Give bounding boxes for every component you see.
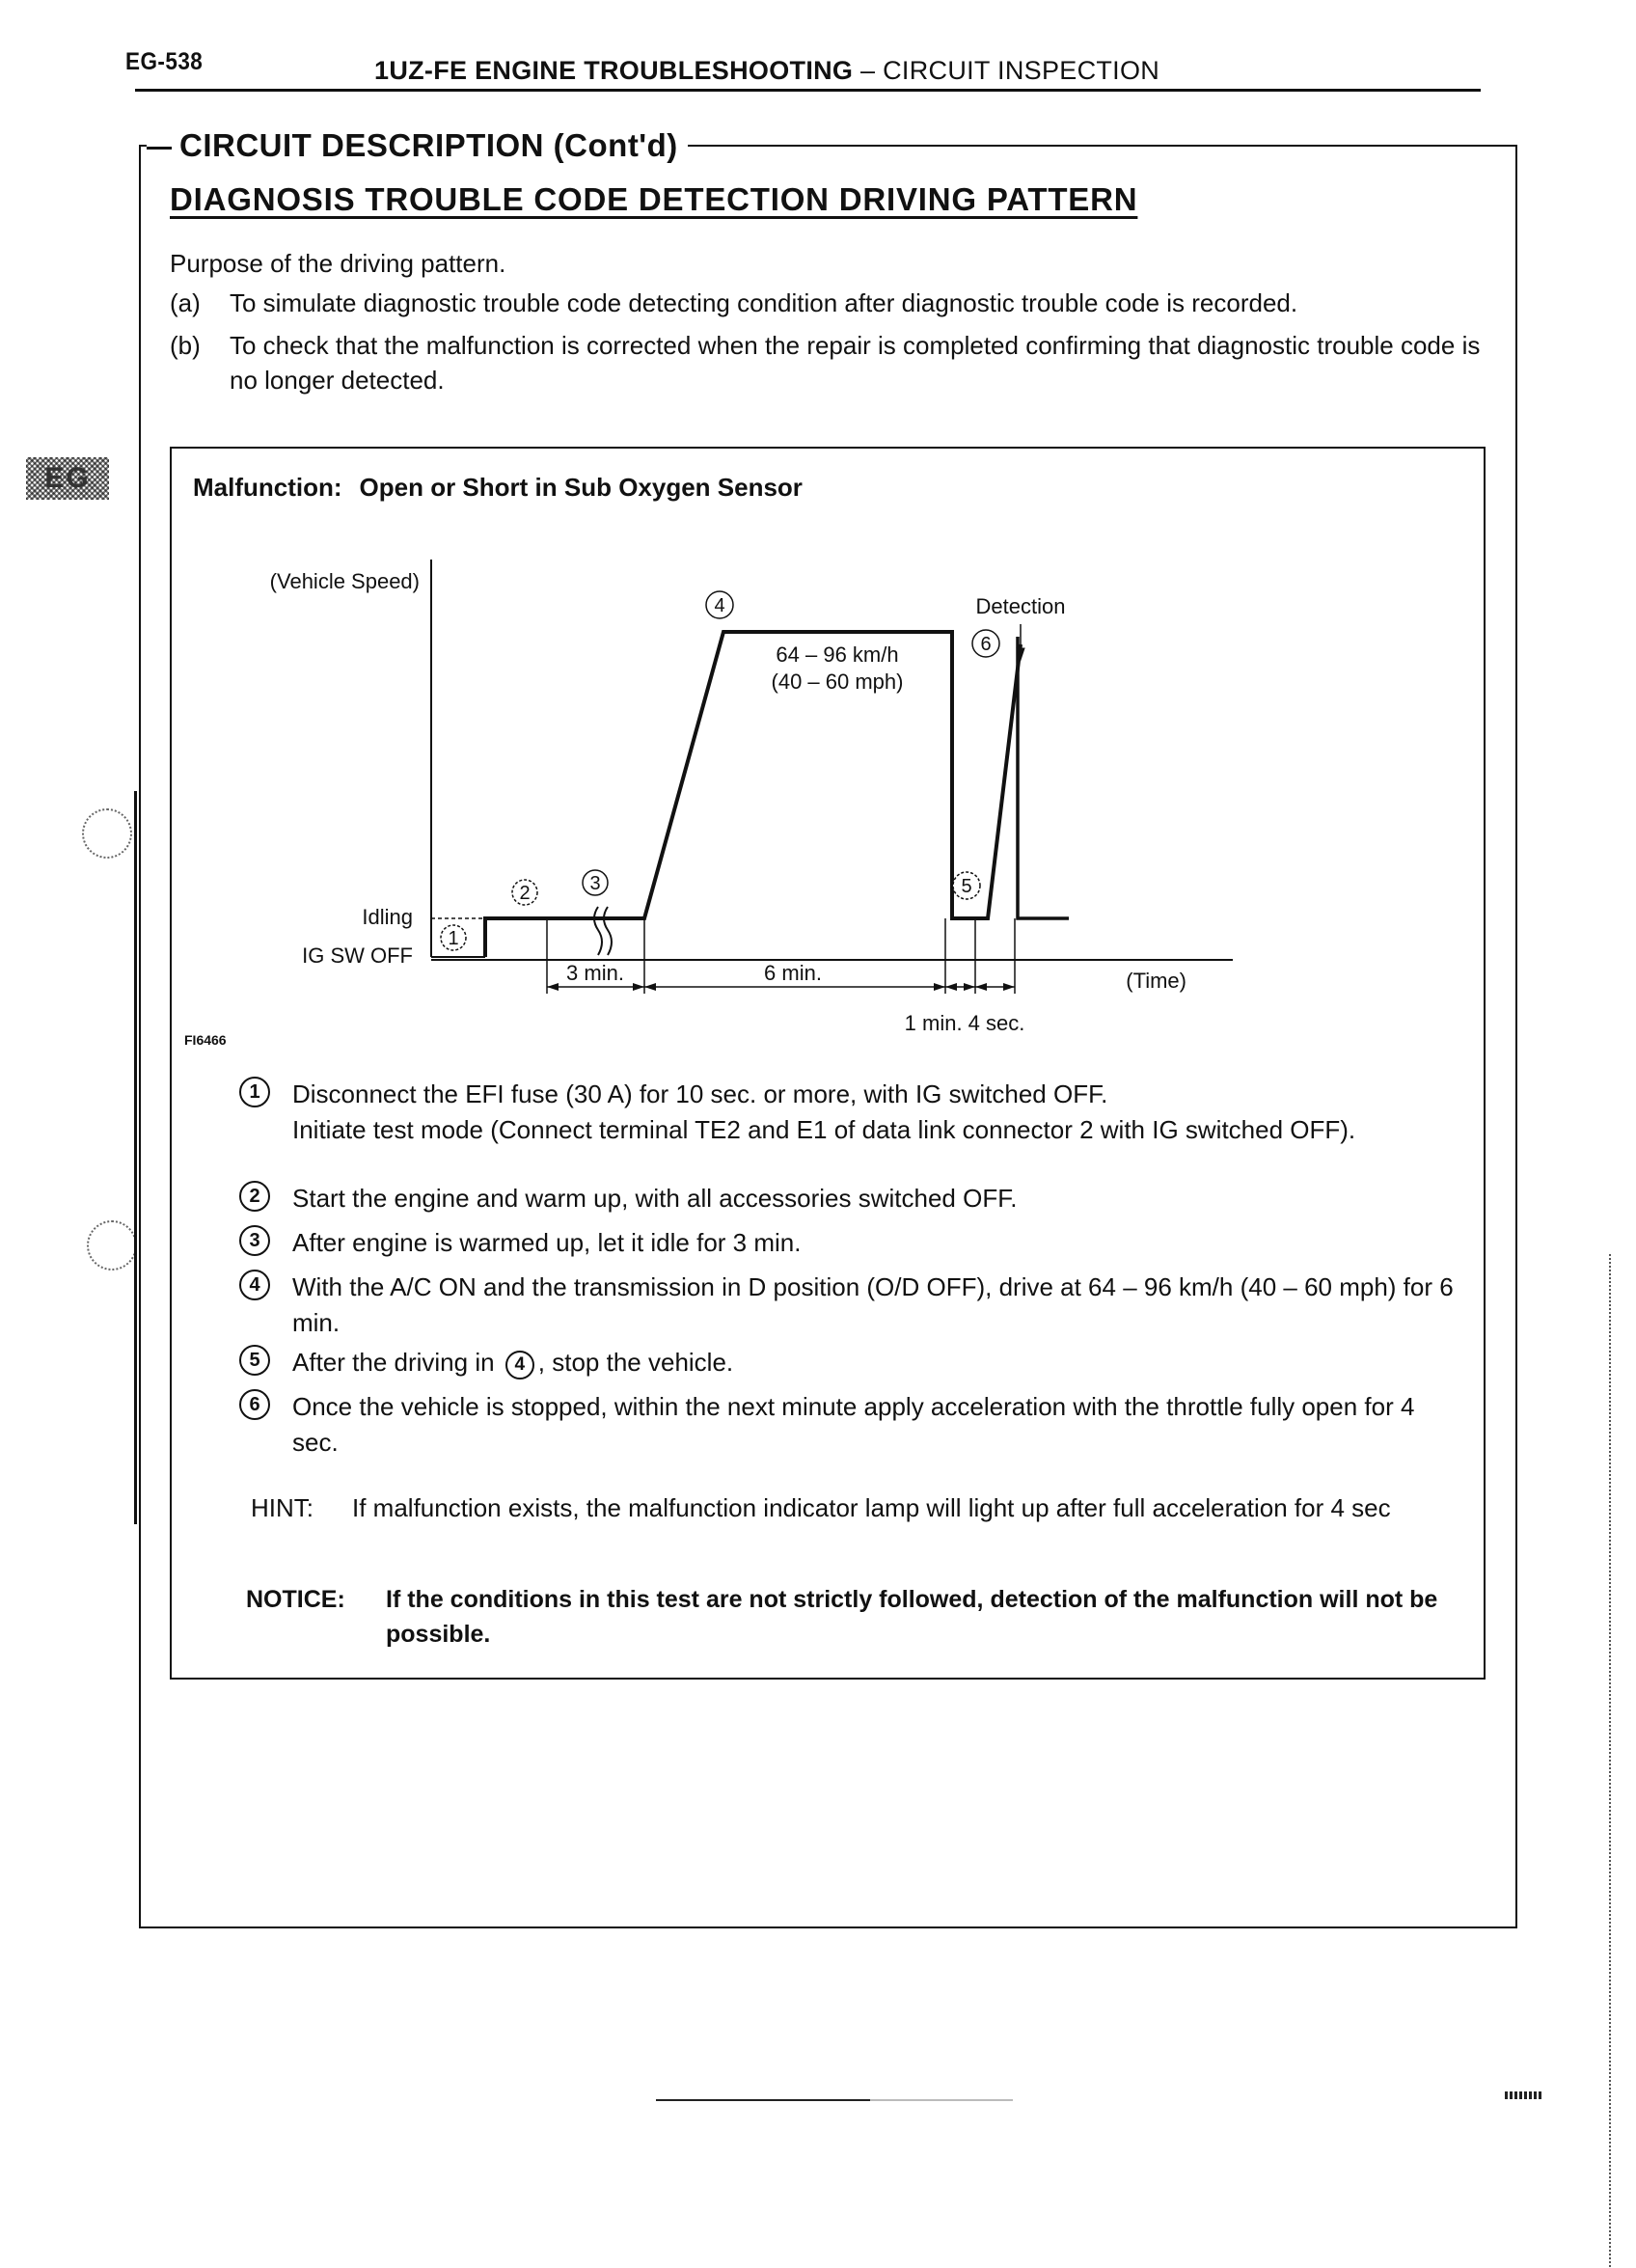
malfunction-value: Open or Short in Sub Oxygen Sensor: [359, 473, 803, 502]
marker-3: 3: [589, 873, 601, 894]
step-number-icon: 2: [239, 1181, 270, 1212]
hint-text: If malfunction exists, the malfunction indicator lamp will light up after full acceleration for 4 sec: [352, 1493, 1391, 1522]
marker-2: 2: [519, 883, 531, 904]
figure-id: FI6466: [184, 1032, 227, 1048]
section-title-text: CIRCUIT DESCRIPTION (Cont'd): [179, 127, 678, 163]
step-text: Start the engine and warm up, with all accessories switched OFF.: [292, 1184, 1018, 1213]
malfunction-label: Malfunction:: [193, 473, 342, 502]
step-number-icon: 1: [239, 1077, 270, 1107]
marker-1: 1: [448, 928, 459, 949]
scan-artifact-line: [656, 2099, 1013, 2101]
step-5: [239, 1345, 1484, 1383]
step-4: [239, 1270, 1484, 1343]
step-text: With the A/C ON and the transmission in D position (O/D OFF), drive at 64 – 96 km/h (40 – 60 mph) for 6 min.: [292, 1272, 1454, 1337]
level-idling-label: Idling: [362, 905, 413, 929]
duration-3-min: 3 min.: [566, 961, 624, 985]
driving-pattern-diagram: [0, 0, 1636, 1061]
speed-range-mph: (40 – 60 mph): [771, 669, 904, 694]
step-2: [239, 1181, 1484, 1219]
step-6: [239, 1389, 1484, 1462]
section-tab-label: EG: [44, 462, 91, 494]
marker-4: 4: [714, 595, 725, 616]
purpose-intro: Purpose of the driving pattern.: [170, 249, 506, 278]
step-text: Once the vehicle is stopped, within the next minute apply acceleration with the throttle fully open for 4 sec.: [292, 1392, 1415, 1457]
purpose-item-text: To simulate diagnostic trouble code detecting condition after diagnostic trouble code is recorded.: [230, 288, 1298, 317]
step-1: [239, 1077, 1484, 1183]
purpose-item-label: (a): [170, 288, 201, 317]
step-text: Disconnect the EFI fuse (30 A) for 10 sec. or more, with IG switched OFF.: [292, 1079, 1108, 1108]
step-text: After engine is warmed up, let it idle for 3 min.: [292, 1228, 802, 1257]
step-text-before: After the driving in: [292, 1348, 495, 1377]
binder-hole-icon: [87, 1220, 137, 1271]
page-edge: [1609, 1254, 1611, 2267]
step-3: [239, 1225, 1484, 1264]
marker-5: 5: [961, 876, 972, 897]
x-axis-label: (Time): [1126, 969, 1186, 993]
step-ref-icon: 4: [505, 1351, 534, 1380]
step-number-icon: 4: [239, 1270, 270, 1300]
purpose-item-label: (b): [170, 331, 201, 360]
step-number-icon: 3: [239, 1225, 270, 1256]
running-head-subtitle: – CIRCUIT INSPECTION: [853, 56, 1160, 85]
step-text: Initiate test mode (Connect terminal TE2 and E1 of data link connector 2 with IG switched OFF).: [292, 1115, 1356, 1144]
speed-range-kmh: 64 – 96 km/h: [776, 642, 899, 667]
marker-6: 6: [980, 634, 992, 655]
y-axis-label: (Vehicle Speed): [269, 569, 420, 593]
level-ig-off-label: IG SW OFF: [302, 943, 413, 968]
purpose-item-text: To check that the malfunction is corrected when the repair is completed confirming that diagnostic trouble code is no longer detected.: [230, 331, 1481, 395]
step-number-icon: 5: [239, 1345, 270, 1376]
running-head-title: 1UZ-FE ENGINE TROUBLESHOOTING: [374, 56, 854, 85]
notice-text: If the conditions in this test are not strictly followed, detection of the malfunction will not be possible.: [386, 1586, 1438, 1648]
step-text: [292, 1345, 1464, 1380]
page-number: EG-538: [125, 48, 204, 75]
detection-label: Detection: [975, 594, 1066, 618]
step-text-after: , stop the vehicle.: [537, 1348, 734, 1377]
section-subtitle: DIAGNOSIS TROUBLE CODE DETECTION DRIVING PATTERN: [170, 181, 1138, 217]
step-number-icon: 6: [239, 1389, 270, 1420]
duration-1-min-4-sec: 1 min. 4 sec.: [904, 1011, 1025, 1035]
duration-6-min: 6 min.: [764, 961, 822, 985]
scan-artifact-mark: [1505, 2091, 1543, 2099]
hint-label: HINT:: [251, 1493, 314, 1522]
notice-label: NOTICE:: [246, 1586, 345, 1613]
